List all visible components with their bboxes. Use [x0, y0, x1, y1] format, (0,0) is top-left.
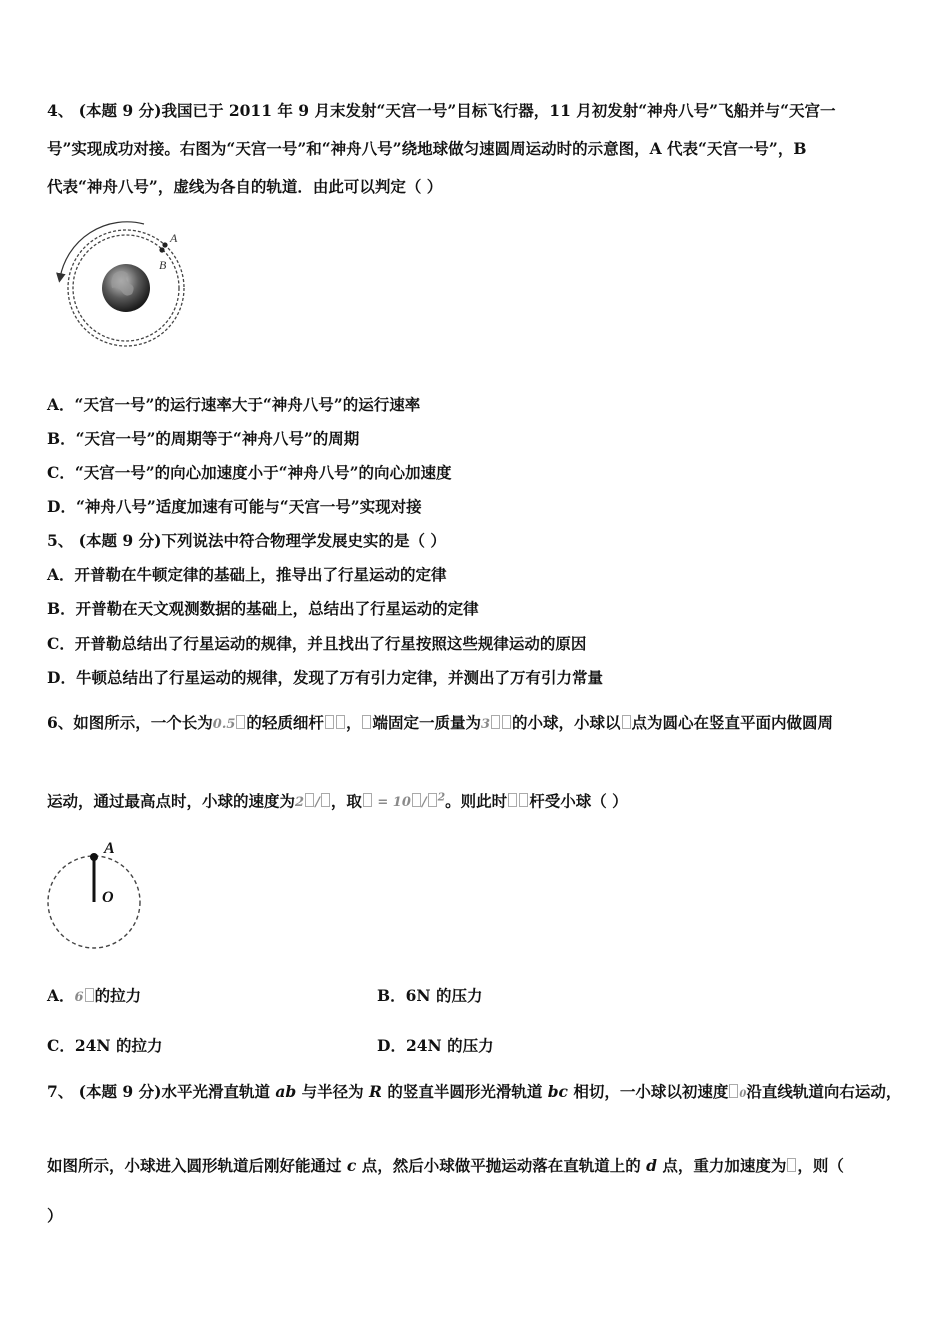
q6-text-7: 运动，通过最高点时，小球的速度为: [47, 791, 296, 811]
placeholder-glyph: [305, 793, 314, 807]
q5-option-b: B．开普勒在天文观测数据的基础上，总结出了行星运动的定律: [47, 599, 479, 618]
q6-text-6: 点为圆心在竖直平面内做圆周: [631, 713, 834, 732]
q6-text-3: ，: [345, 713, 362, 732]
q6-text-1: 6、如图所示，一个长为: [47, 713, 213, 732]
q6-text-10: 杆受小球（ ）: [529, 791, 628, 811]
q6-math-mass: 3: [480, 717, 491, 732]
q6-option-a-math: 6: [74, 990, 84, 1005]
q7-text-1: 水平光滑直轨道: [161, 1082, 276, 1101]
q5-option-c: C．开普勒总结出了行星运动的规律，并且找出了行星按照这些规律运动的原因: [47, 634, 587, 653]
rod-circle-figure: [44, 838, 154, 956]
placeholder-glyph: [336, 715, 345, 729]
q6-option-c: C．24N 的拉力: [47, 1036, 163, 1055]
placeholder-glyph: [502, 715, 511, 729]
q4-stem-line-1: 我国已于 2011 年 9 月末发射“天宫一号”目标飞行器，11 月初发射“神舟八号”飞船并与“天宫一: [161, 101, 836, 120]
q6-math-gravity-value: = 10: [377, 795, 411, 811]
spacecraft-a-marker: [162, 242, 167, 247]
q6-text-2: 的轻质细杆: [246, 713, 324, 732]
q4-option-d: D．“神舟八号”适度加速有可能与“天宫一号”实现对接: [47, 497, 422, 516]
placeholder-glyph: [787, 1158, 796, 1172]
q6-text-4: 端固定一质量为: [372, 713, 481, 732]
placeholder-glyph: [363, 793, 372, 807]
ball: [90, 853, 98, 861]
q5-option-a: A．开普勒在牛顿定律的基础上，推导出了行星运动的定律: [47, 565, 447, 584]
q4-stem-line-2: 号”实现成功对接。右图为“天宫一号”和“神舟八号”绕地球做匀速圆周运动时的示意图，A 代表“天宫一号”，B: [47, 139, 807, 158]
q7-text-9: ，则（: [797, 1156, 844, 1175]
q6-option-d: D．24N 的压力: [377, 1036, 494, 1055]
q7-text-8: 点，重力加速度为: [657, 1156, 787, 1175]
q6-option-a-text: 的拉力: [94, 986, 142, 1005]
q7-text-2: 与半径为: [296, 1082, 370, 1101]
q5-stem-text: 下列说法中符合物理学发展史实的是（ ）: [161, 531, 446, 550]
q5-head: 5、 (本题 9 分): [47, 531, 162, 550]
q7-text-4: 相切，一小球以初速度: [568, 1082, 729, 1101]
q7-radius-r: R: [369, 1082, 382, 1101]
q4-option-c: C．“天宫一号”的向心加速度小于“神舟八号”的向心加速度: [47, 463, 452, 482]
spacecraft-b-marker: [159, 247, 164, 252]
placeholder-glyph: [491, 715, 500, 729]
q6-math-speed: [295, 795, 331, 810]
placeholder-glyph: [519, 793, 528, 807]
point-label-o: O: [102, 889, 114, 906]
placeholder-glyph: [321, 793, 330, 807]
q7-text-3: 的竖直半圆形光滑轨道: [381, 1082, 548, 1101]
q6-stem-line-2: [47, 788, 628, 813]
q7-track-bc: bc: [547, 1082, 568, 1101]
placeholder-glyph: [428, 793, 437, 807]
point-label-a: A: [104, 840, 115, 857]
q4-line-1: [47, 101, 836, 121]
q7-stem-line-1: [47, 1082, 901, 1105]
q5-option-d: D．牛顿总结出了行星运动的规律，发现了万有引力定律，并测出了万有引力常量: [47, 668, 603, 687]
placeholder-glyph: [236, 715, 245, 729]
placeholder-glyph: [729, 1084, 738, 1098]
q7-stem-line-3: ）: [47, 1206, 63, 1225]
q7-point-c: c: [346, 1156, 357, 1175]
q6-math-gravity-slash: /: [421, 795, 427, 811]
placeholder-glyph: [325, 715, 334, 729]
orbit-label-b: B: [159, 258, 167, 272]
q7-track-ab: ab: [275, 1082, 297, 1101]
q7-math-v0: 0: [739, 1089, 747, 1100]
q6-math-speed-slash: /: [315, 795, 320, 811]
q7-text-7: 点，然后小球做平抛运动落在直轨道上的: [356, 1156, 647, 1175]
q6-math-speed-value: 2: [295, 795, 305, 811]
q6-option-a: [47, 986, 141, 1008]
placeholder-glyph: [622, 715, 631, 729]
orbit-label-a: A: [170, 231, 178, 245]
q6-math-length: 0.5: [212, 717, 236, 732]
q6-stem-line-1: [47, 713, 833, 735]
q6-math-gravity: [373, 791, 446, 811]
q5-stem: [47, 531, 446, 551]
q4-head: 4、 (本题 9 分): [47, 101, 162, 120]
q6-option-a-letter: A．: [47, 986, 75, 1005]
q7-text-6: 如图所示，小球进入圆形轨道后刚好能通过: [47, 1156, 347, 1175]
q4-option-b: B．“天宫一号”的周期等于“神舟八号”的周期: [47, 429, 360, 448]
placeholder-glyph: [362, 715, 371, 729]
placeholder-glyph: [508, 793, 517, 807]
q6-text-5: 的小球，小球以: [512, 713, 621, 732]
q6-math-gravity-exp: 2: [437, 791, 446, 804]
placeholder-glyph: [85, 988, 94, 1002]
q7-point-d: d: [646, 1156, 657, 1175]
q6-text-9: 。则此时: [445, 791, 508, 811]
q4-stem-line-3: 代表“神舟八号”，虚线为各自的轨道．由此可以判定（ ）: [47, 177, 443, 196]
q7-head: 7、 (本题 9 分): [47, 1082, 162, 1101]
placeholder-glyph: [412, 793, 421, 807]
orbit-figure: [44, 218, 194, 356]
q7-text-5: 沿直线轨道向右运动，: [746, 1082, 902, 1101]
q6-text-8: ，取: [330, 791, 362, 811]
q6-option-b: B．6N 的压力: [377, 986, 483, 1005]
q7-stem-line-2: [47, 1156, 844, 1176]
q4-option-a: A．“天宫一号”的运行速率大于“神舟八号”的运行速率: [47, 395, 421, 414]
